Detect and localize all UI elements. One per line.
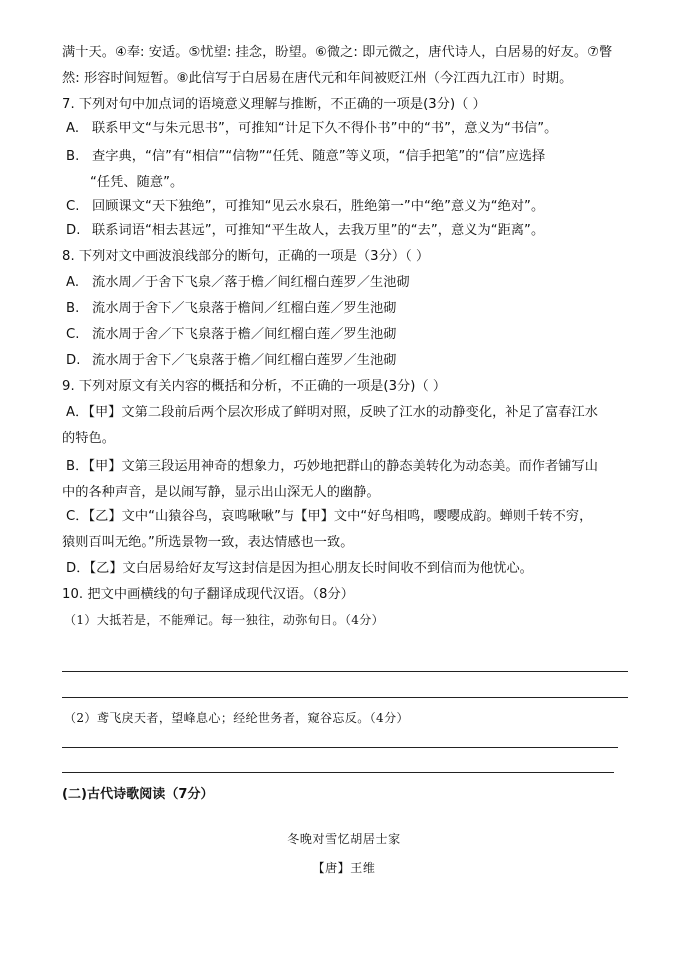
q7-option-d [66, 220, 636, 242]
option-text: 回顾课文“天下独绝”，可推知“见云水泉石，胜绝第一”中“绝”意义为“绝对”。 [92, 199, 545, 214]
option-text: 流水周于舍／下飞泉落于檐／间红榴白莲／罗生池砌 [92, 327, 397, 342]
annotation-line-2: 然: 形容时间短暂。⑧此信写于白居易在唐代元和年间被贬江州（今江西九江市）时期。 [62, 71, 573, 86]
q9-option-a: A．【甲】文第二段前后两个层次形成了鲜明对照，反映了江水的动静变化，补足了富春江水 [66, 405, 598, 420]
q9-option-b-continued: 中的各种声音，是以闹写静，显示出山深无人的幽静。 [62, 485, 380, 500]
option-text: 流水周于舍下／飞泉落于檐／间红榴白莲罗／生池砌 [92, 353, 397, 368]
q7-option-a [66, 118, 636, 140]
q8-option-c [66, 324, 636, 346]
option-letter: A. [66, 275, 80, 290]
answer-line-4[interactable] [62, 772, 614, 773]
option-letter: A. [66, 121, 80, 136]
poem-title: 冬晚对雪忆胡居士家 [287, 832, 401, 846]
q10-sentence-1: （1）大抵若是，不能殚记。每一独往，动弥旬日。（4分） [64, 613, 385, 627]
option-letter: D. [66, 223, 81, 238]
option-text: 联系词语“相去甚远”，可推知“平生故人，去我万里”的“去”，意义为“距离”。 [92, 223, 545, 238]
question-8: 8. 下列对文中画波浪线部分的断句，正确的一项是（3分）（ ） [62, 249, 430, 264]
q10-sentence-2: （2）鸢飞戾天者，望峰息心；经纶世务者，窥谷忘反。（4分） [64, 711, 409, 725]
option-text: 流水周／于舍下飞泉／落于檐／间红榴白莲罗／生池砌 [92, 275, 410, 290]
section-heading: (二)古代诗歌阅读（7分） [62, 787, 214, 802]
question-10: 10. 把文中画横线的句子翻译成现代汉语。（8分） [62, 587, 354, 602]
annotation-line-1: 满十天。④奉: 安适。⑤忧望: 挂念，盼望。⑥微之: 即元微之，唐代诗人，白居易的好友。⑦瞥 [62, 45, 613, 60]
q7-option-c [66, 196, 636, 218]
q8-option-a [66, 272, 636, 294]
option-text: 流水周于舍下／飞泉落于檐间／红榴白莲／罗生池砌 [92, 301, 397, 316]
answer-line-1[interactable] [62, 671, 628, 672]
q9-option-d: D．【乙】文白居易给好友写这封信是因为担心朋友长时间收不到信而为他忧心。 [66, 561, 533, 576]
option-text: 查字典，“信”有“相信”“信物”“任凭、随意”等义项，“信手把笔”的“信”应选择 [92, 149, 546, 164]
q8-option-b [66, 298, 636, 320]
poem-author: 【唐】王维 [312, 861, 376, 875]
q7-option-b [66, 146, 636, 168]
answer-line-3[interactable] [62, 747, 618, 748]
option-letter: C. [66, 327, 80, 342]
answer-line-2[interactable] [62, 697, 628, 698]
question-7: 7. 下列对句中加点词的语境意义理解与推断，不正确的一项是(3分)（ ） [62, 97, 486, 112]
option-letter: B. [66, 149, 80, 164]
question-9: 9. 下列对原文有关内容的概括和分析，不正确的一项是(3分)（ ） [62, 379, 447, 394]
option-text: 联系甲文“与朱元思书”，可推知“计足下久不得仆书”中的“书”，意义为“书信”。 [92, 121, 558, 136]
q7-option-b-continued: “任凭、随意”。 [90, 175, 184, 190]
q9-option-b: B．【甲】文第三段运用神奇的想象力，巧妙地把群山的静态美转化为动态美。而作者铺写山 [66, 459, 598, 474]
option-letter: C. [66, 199, 80, 214]
q9-option-c: C．【乙】文中“山猿谷鸟，哀鸣啾啾”与【甲】文中“好鸟相鸣，嘤嘤成韵。蝉则千转不穷， [66, 509, 593, 524]
option-letter: B. [66, 301, 80, 316]
q9-option-c-continued: 猿则百叫无绝。”所选景物一致，表达情感也一致。 [62, 535, 354, 550]
q9-option-a-continued: 的特色。 [62, 431, 115, 446]
q8-option-d [66, 350, 636, 372]
option-letter: D. [66, 353, 81, 368]
